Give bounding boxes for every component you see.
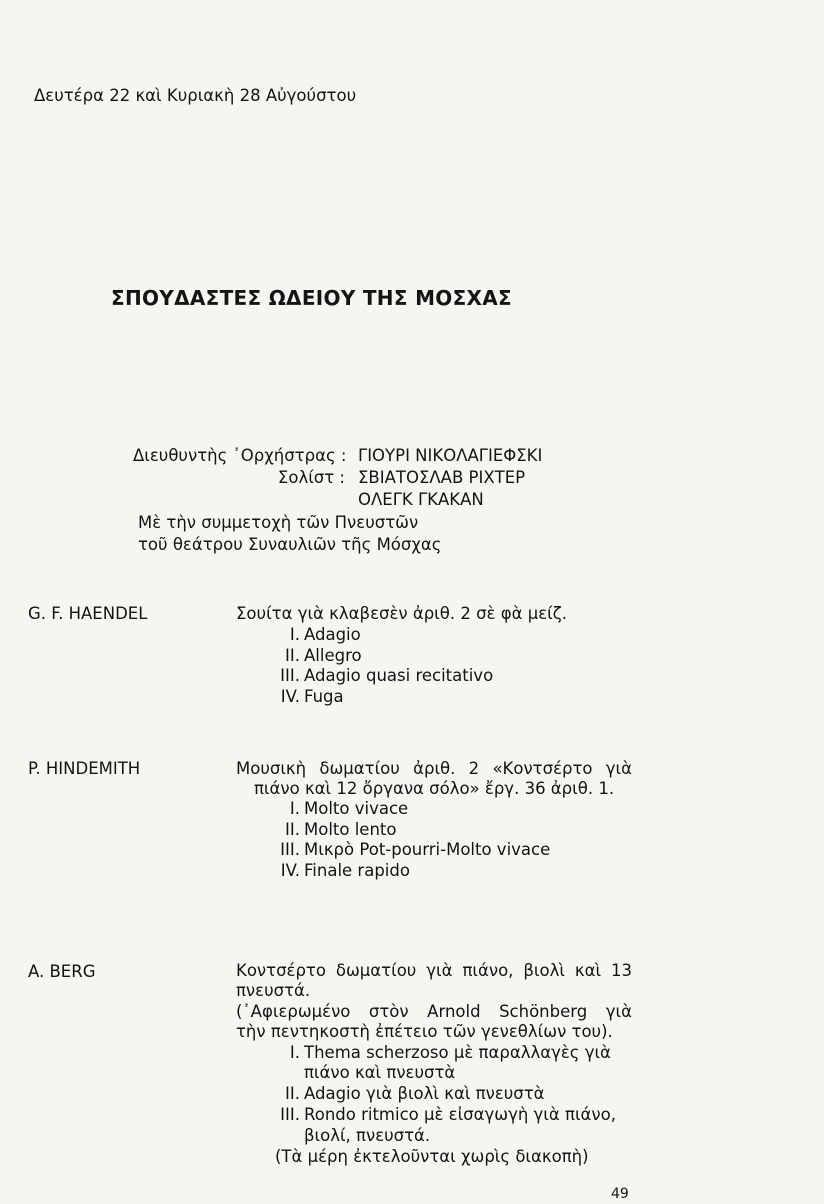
movement bbox=[268, 666, 493, 686]
movement bbox=[268, 820, 396, 840]
movement-number: IV. bbox=[280, 687, 300, 706]
dedication-line: τὴν πεντηκοστὴ ἐπέτειο τῶν γενεθλίων του). bbox=[236, 1022, 613, 1041]
movement-title: Rondo ritmico μὲ εἰσαγωγὴ γιὰ πιάνο, bbox=[304, 1105, 616, 1124]
conductor-name: ΓΙΟΥΡΙ ΝΙΚΟΛΑΓΙΕΦΣΚΙ bbox=[358, 446, 543, 465]
performance-note: (Τὰ μέρη ἐκτελοῦνται χωρὶς διακοπὴ) bbox=[275, 1147, 589, 1166]
movement bbox=[268, 799, 408, 819]
movement-number: III. bbox=[280, 1105, 300, 1124]
work-title-line: Κοντσέρτο δωματίου γιὰ πιάνο, βιολὶ καὶ 13 bbox=[236, 961, 632, 980]
movement-title: Molto vivace bbox=[304, 799, 409, 818]
movement-number: IV. bbox=[280, 861, 300, 880]
movement-number: II. bbox=[285, 820, 300, 839]
movement-number: II. bbox=[285, 646, 300, 665]
work-title-line: Σουίτα γιὰ κλαβεσὲν ἀριθ. 2 σὲ φὰ μείζ. bbox=[236, 604, 567, 623]
movement-title: Adagio bbox=[304, 625, 361, 644]
movement-title: Molto lento bbox=[304, 820, 397, 839]
conductor-label: Διευθυντὴς ᾽Ορχήστρας : bbox=[133, 446, 347, 465]
movement-title: Finale rapido bbox=[304, 861, 410, 880]
movement-number: II. bbox=[285, 1084, 300, 1103]
ensemble-title: ΣΠΟΥΔΑΣΤΕΣ ΩΔΕΙΟΥ ΤΗΣ ΜΟΣΧΑΣ bbox=[111, 286, 512, 310]
movement-title: Thema scherzoso μὲ παραλλαγὲς γιὰ bbox=[304, 1043, 611, 1062]
movement-number: I. bbox=[289, 625, 300, 644]
composer-name: A. BERG bbox=[28, 962, 96, 981]
soloist-name-2: ΟΛΕΓΚ ΓΚΑΚΑΝ bbox=[358, 490, 484, 509]
movement-title: Allegro bbox=[304, 646, 362, 665]
page-number: 49 bbox=[611, 1186, 629, 1202]
movement bbox=[268, 840, 550, 860]
movement-title: Μικρὸ Pot-pourri-Molto vivace bbox=[304, 840, 551, 859]
movement bbox=[268, 625, 361, 645]
movement bbox=[268, 1084, 545, 1104]
movement-title: Fuga bbox=[304, 687, 344, 706]
work-title-line: πνευστά. bbox=[236, 981, 311, 1000]
movement-title-cont: πιάνο καὶ πνευστὰ bbox=[304, 1063, 456, 1082]
participation-line-1: Μὲ τὴν συμμετοχὴ τῶν Πνευστῶν bbox=[138, 513, 419, 532]
concert-date: Δευτέρα 22 καὶ Κυριακὴ 28 Αὐγούστου bbox=[34, 86, 357, 105]
work-title-line: πιάνο καὶ 12 ὄργανα σόλο» ἔργ. 36 ἀριθ. 1. bbox=[254, 779, 615, 798]
movement-title: Adagio quasi recitativo bbox=[304, 666, 494, 685]
dedication-line: (᾽Αφιερωμένο στὸν Arnold Schönberg γιὰ bbox=[236, 1002, 632, 1021]
movement-number: III. bbox=[280, 840, 300, 859]
soloist-label: Σολίστ : bbox=[277, 468, 345, 487]
work-title-line: Μουσικὴ δωματίου ἀριθ. 2 «Κοντσέρτο γιὰ bbox=[236, 759, 632, 778]
movement-number: I. bbox=[289, 1043, 300, 1062]
composer-name: G. F. HAENDEL bbox=[28, 604, 148, 623]
movement bbox=[268, 687, 344, 707]
composer-name: P. HINDEMITH bbox=[28, 759, 141, 778]
movement-title-cont: βιολί, πνευστά. bbox=[304, 1126, 431, 1145]
movement bbox=[268, 861, 410, 881]
movement-number: III. bbox=[280, 666, 300, 685]
movement-title: Adagio γιὰ βιολὶ καὶ πνευστὰ bbox=[304, 1084, 545, 1103]
movement bbox=[268, 1043, 611, 1063]
participation-line-2: τοῦ θεάτρου Συναυλιῶν τῆς Μόσχας bbox=[138, 535, 442, 554]
movement bbox=[268, 1105, 616, 1125]
movement-number: I. bbox=[289, 799, 300, 818]
movement bbox=[268, 646, 362, 666]
soloist-name-1: ΣΒΙΑΤΟΣΛΑΒ ΡΙΧΤΕΡ bbox=[358, 468, 526, 487]
